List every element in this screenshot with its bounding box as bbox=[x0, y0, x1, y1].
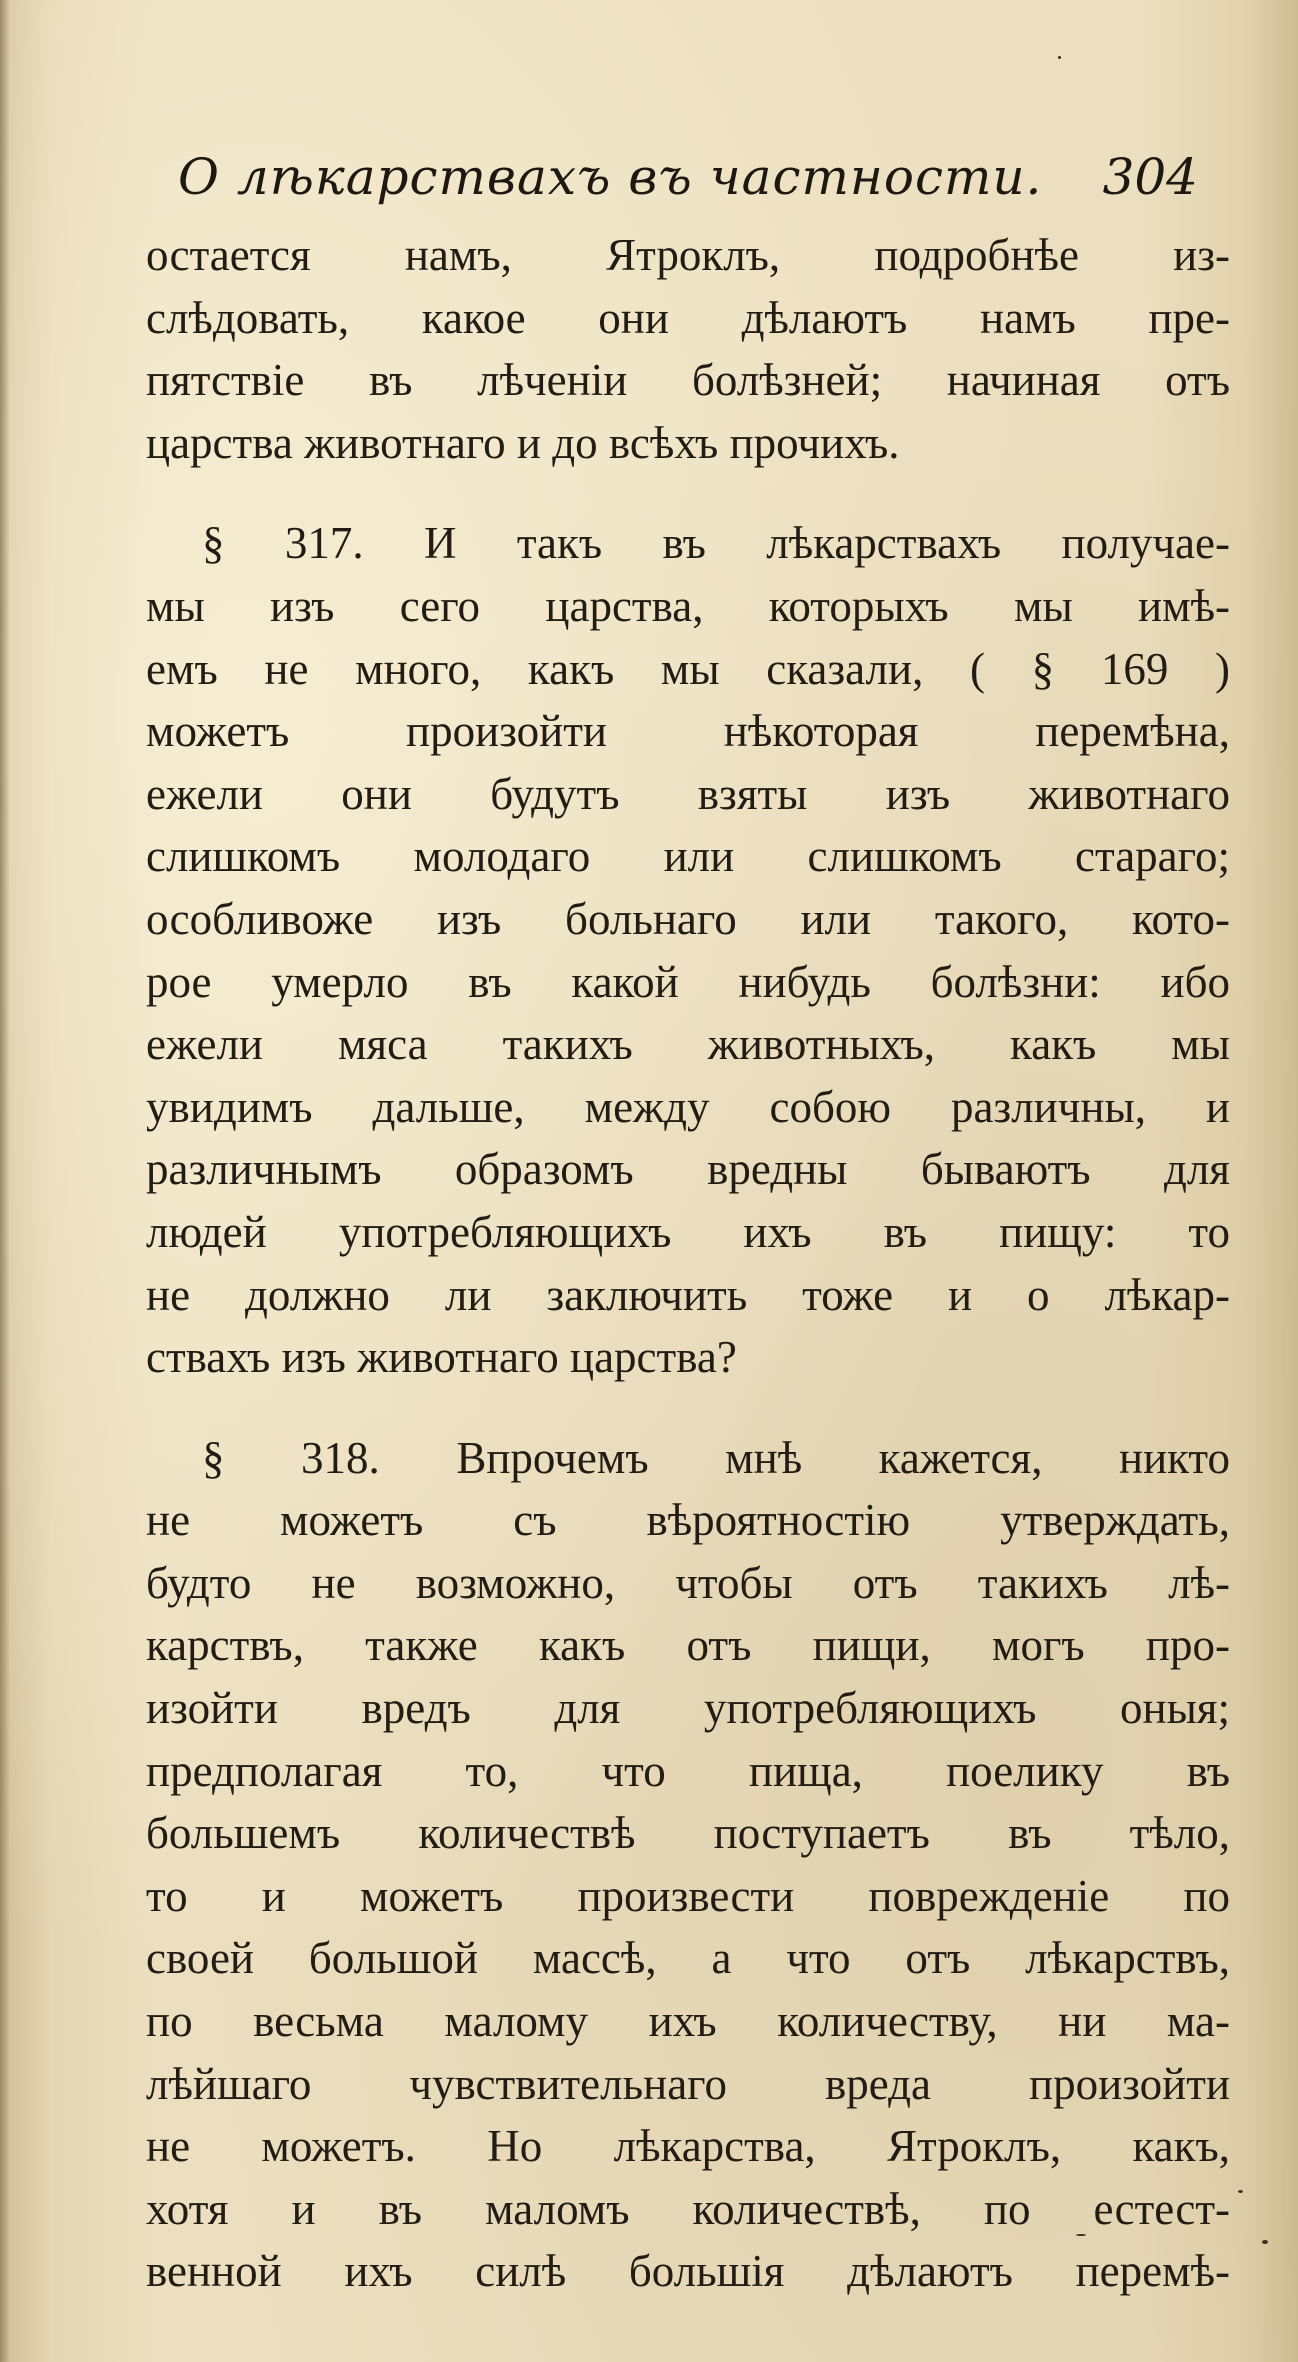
text-line: ежели они будутъ взяты изъ животнаго bbox=[146, 768, 1230, 819]
text-line: емъ не много, какъ мы сказали, ( § 169 ) bbox=[146, 643, 1230, 694]
text-line: рое умерло въ какой нибудь болѣзни: ибо bbox=[146, 956, 1230, 1007]
running-title: О лѣкарствахъ въ частности. bbox=[178, 148, 1043, 206]
text-line: § 318. Впрочемъ мнѣ кажется, никто bbox=[202, 1432, 1230, 1483]
paper-speck bbox=[1238, 2190, 1243, 2193]
text-line: изойти вредъ для употребляющихъ оныя; bbox=[146, 1683, 1230, 1734]
text-line: не должно ли заключить тоже и о лѣкар- bbox=[146, 1269, 1230, 1320]
text-line: можетъ произойти нѣкоторая перемѣна, bbox=[146, 706, 1230, 757]
text-line: мы изъ сего царства, которыхъ мы имѣ- bbox=[146, 580, 1230, 631]
page-number: 304 bbox=[1102, 148, 1198, 206]
text-line: ствахъ изъ животнаго царства? bbox=[146, 1332, 737, 1383]
text-line: слишкомъ молодаго или слишкомъ стараго; bbox=[146, 831, 1230, 882]
paper-speck bbox=[1262, 2240, 1268, 2244]
paragraph-gap bbox=[146, 1389, 1230, 1427]
text-line: своей большой массѣ, а что отъ лѣкарствъ, bbox=[146, 1933, 1230, 1984]
text-line: § 317. И такъ въ лѣкарствахъ получае- bbox=[202, 518, 1230, 569]
page-binding-shadow bbox=[0, 0, 10, 2362]
text-line: остается намъ, Ятроклъ, подробнѣе из- bbox=[146, 230, 1230, 280]
text-line: предполагая то, что пища, поелику въ bbox=[146, 1745, 1230, 1796]
text-line: карствъ, также какъ отъ пищи, могъ про- bbox=[146, 1620, 1230, 1671]
text-line: не можетъ съ вѣроятностію утверждать, bbox=[146, 1495, 1230, 1546]
body-text bbox=[146, 224, 1230, 2303]
text-line: увидимъ дальше, между собою различны, и bbox=[146, 1081, 1230, 1132]
paragraph-section-317 bbox=[146, 512, 1230, 1388]
text-line: ежели мяса такихъ животныхъ, какъ мы bbox=[146, 1019, 1230, 1070]
text-line: особливоже изъ больнаго или такого, кото- bbox=[146, 893, 1230, 944]
running-head bbox=[178, 148, 1198, 218]
text-line: не можетъ. Но лѣкарства, Ятроклъ, какъ, bbox=[146, 2121, 1230, 2172]
paragraph-continuation bbox=[146, 224, 1230, 474]
text-line: хотя и въ маломъ количествѣ, по естест- bbox=[146, 2183, 1230, 2234]
text-line: будто не возможно, чтобы отъ такихъ лѣ- bbox=[146, 1557, 1230, 1608]
text-line: царства животнаго и до всѣхъ прочихъ. bbox=[146, 417, 900, 468]
text-line: пятствіе въ лѣченіи болѣзней; начиная отъ bbox=[146, 355, 1230, 406]
text-line: людей употребляющихъ ихъ въ пищу: то bbox=[146, 1206, 1230, 1257]
paragraph-gap bbox=[146, 474, 1230, 512]
paper-speck bbox=[1058, 56, 1061, 59]
text-line: различнымъ образомъ вредны бываютъ для bbox=[146, 1144, 1230, 1195]
text-line: лѣйшаго чувствительнаго вреда произойти bbox=[146, 2058, 1230, 2109]
text-line: то и можетъ произвести поврежденіе по bbox=[146, 1870, 1230, 1921]
text-line: слѣдовать, какое они дѣлаютъ намъ пре- bbox=[146, 292, 1230, 343]
text-line: большемъ количествѣ поступаетъ въ тѣло, bbox=[146, 1808, 1230, 1859]
paper-speck bbox=[1076, 2234, 1086, 2236]
paragraph-section-318 bbox=[146, 1427, 1230, 2303]
text-line: по весьма малому ихъ количеству, ни ма- bbox=[146, 1996, 1230, 2047]
text-line: венной ихъ силѣ большія дѣлаютъ перемѣ- bbox=[146, 2246, 1230, 2297]
